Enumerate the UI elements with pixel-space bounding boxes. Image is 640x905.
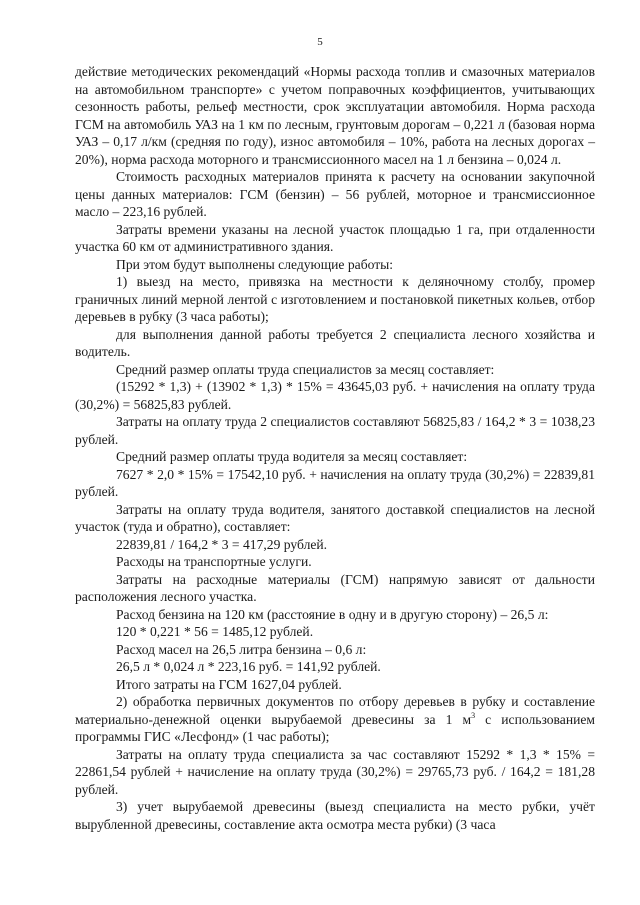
paragraph-time-costs: Затраты времени указаны на лесной участок площадью 1 га, при отдаленности участка 60 км от административного здания. [75, 221, 595, 254]
document-body [75, 63, 595, 833]
paragraph-staff-required: для выполнения данной работы требуется 2 специалиста лесного хозяйства и водитель. [75, 326, 595, 359]
formula-oil-cost: 26,5 л * 0,024 л * 223,16 руб. = 141,92 рублей. [116, 659, 381, 674]
page-number: 5 [317, 36, 323, 48]
paragraph-work-2 [75, 693, 595, 746]
paragraph-specialist-salary-title: Средний размер оплаты труда специалистов за месяц составляет: [116, 361, 495, 377]
paragraph-fuel-dependency: Затраты на расходные материалы (ГСМ) напрямую зависят от дальности расположения лесного участка. [75, 571, 595, 604]
paragraph-specialists-labor-cost: Затраты на оплату труда 2 специалистов составляют 56825,83 / 164,2 * 3 = 1038,23 рублей. [75, 414, 595, 447]
paragraph-materials-cost: Стоимость расходных материалов принята к расчету на основании закупочной цены данных материалов: ГСМ (бензин) – 56 рублей, моторное и трансмиссионное масло – 223,16 рублей. [75, 169, 595, 219]
paragraph-fuel-total: Итого затраты на ГСМ 1627,04 рублей. [116, 676, 342, 692]
paragraph-driver-labor-cost: Затраты на оплату труда водителя, занятого доставкой специалистов на лесной участок (туда и обратно), составляет: [75, 501, 595, 534]
formula-specialist-salary: (15292 * 1,3) + (13902 * 1,3) * 15% = 43645,03 руб. + начисления на оплату труда (30,2%) = 56825,83 рублей. [75, 379, 595, 412]
paragraph-oil-usage: Расход масел на 26,5 литра бензина – 0,6 л: [116, 641, 367, 657]
formula-driver-labor-cost: 22839,81 / 164,2 * 3 = 417,29 рублей. [116, 536, 328, 552]
paragraph-transport-title: Расходы на транспортные услуги. [116, 554, 312, 569]
formula-driver-salary: 7627 * 2,0 * 15% = 17542,10 руб. + начисления на оплату труда (30,2%) = 22839,81 рублей. [75, 466, 595, 499]
paragraph-works-intro: При этом будут выполнены следующие работы: [116, 256, 394, 272]
paragraph-work-3: 3) учет вырубаемой древесины (выезд специалиста на место рубки, учёт вырубленной древесины, составление акта осмотра места рубки) (3 часа [75, 799, 595, 832]
paragraph-specialist-hour-cost: Затраты на оплату труда специалиста за час составляют 15292 * 1,3 * 15% = 22861,54 рублей + начисление на оплату труда (30,2%) = 29765,73 руб. / 164,2 = 181,28 рублей. [75, 746, 595, 797]
work-2-text-start: 2) обработка первичных документов по отбору деревьев в рубку и составление материально-денежной оценки вырубаемой древесины за 1 м [75, 694, 595, 727]
cubic-superscript: 3 [471, 710, 476, 720]
work-2-text-end: с использованием программы ГИС «Лесфонд» (1 час работы); [75, 711, 596, 744]
formula-petrol-cost: 120 * 0,221 * 56 = 1485,12 рублей. [116, 624, 314, 639]
paragraph-work-1: 1) выезд на место, привязка на местности к деляночному столбу, промер граничных линий мерной лентой с изготовлением и постановкой пикетных кольев, отбор деревьев в рубку (3 часа работы); [75, 274, 595, 324]
paragraph-petrol-usage: Расход бензина на 120 км (расстояние в одну и в другую сторону) – 26,5 л: [116, 606, 549, 622]
paragraph-methodology: действие методических рекомендаций «Нормы расхода топлив и смазочных материалов на автомобильном транспорте» с учетом поправочных коэффициентов, учитывающих сезонность работы, рельеф местности, срок эксплуатации автомобиля. Норма расхода ГСМ на автомобиль УАЗ на 1 км по лесным, грунтовым дорогам – 0,221 л (базовая норма УАЗ – 0,17 л/км (средняя по году), износ автомобиля – 10%, работа на лесных дорогах – 20%), норма расхода моторного и трансмиссионного масел на 1 л бензина – 0,024 л. [75, 64, 595, 167]
paragraph-driver-salary-title: Средний размер оплаты труда водителя за месяц составляет: [116, 449, 468, 464]
